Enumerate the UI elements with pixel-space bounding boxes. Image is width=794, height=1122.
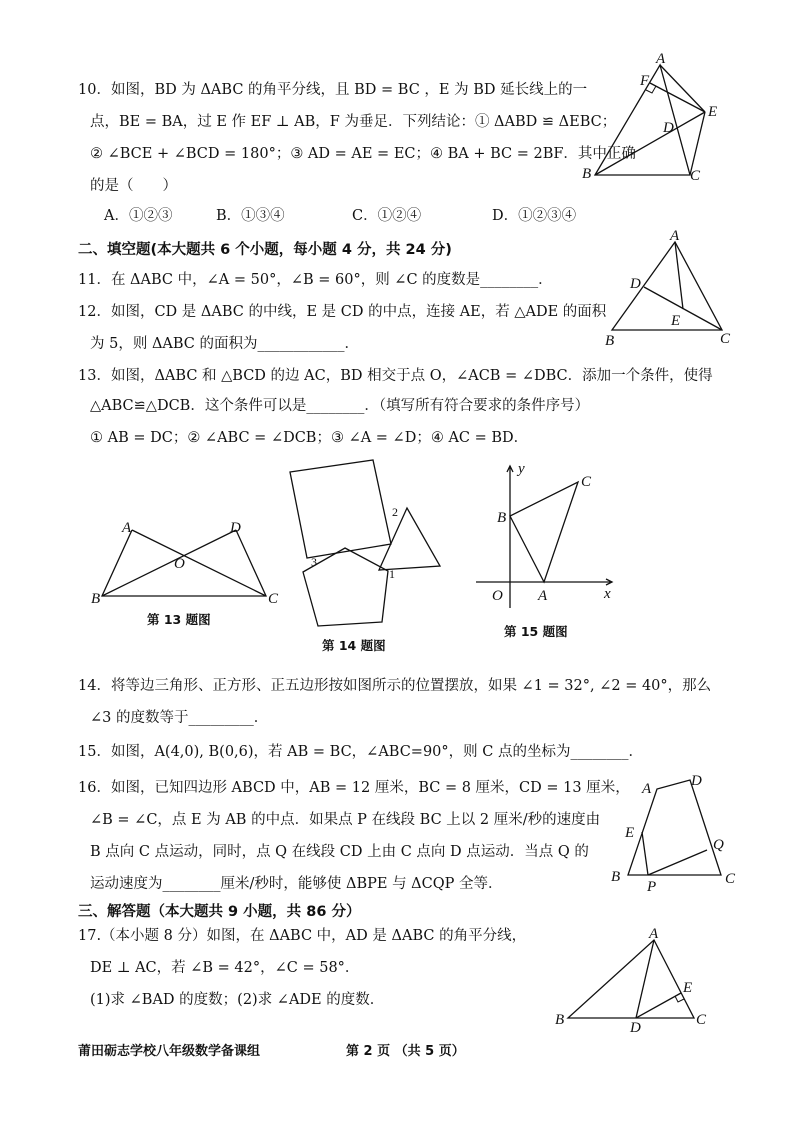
q12-line2: 为 5，则 ΔABC 的面积为____________． [90,336,360,352]
q17-perpendicular-de [636,993,681,1018]
q15-label-b: B [497,510,507,526]
q14-angle-label-1: 1 [389,567,395,581]
q15-label-x: x [604,586,611,602]
q10-segment-fe [650,83,705,112]
q10-line3: ② ∠BCE + ∠BCD = 180°；③ AD = AE = EC；④ BA + BC = 2BF．其中正确 [90,146,636,162]
q10-option-a: A．①②③ [104,208,173,224]
q16-line4: 运动速度为________厘米/秒时，能够使 ΔBPE 与 ΔCQP 全等． [90,876,503,892]
q10-label-e: E [708,104,718,120]
q16-label-e: E [625,825,635,841]
q12-segment-ae [675,242,683,309]
q14-line1: 14．将等边三角形、正方形、正五边形按如图所示的位置摆放，如果 ∠1 = 32°, ∠2 = 40°，那么 [78,678,712,694]
q16-label-d: D [691,773,702,789]
q17-figure [552,926,712,1036]
q16-label-b: B [611,869,621,885]
q15-label-a: A [538,588,548,604]
q13-diagonal-ac [132,530,266,596]
q15-label-y: y [518,461,525,477]
q13-label-d: D [230,520,241,536]
q11-text: 11．在 ΔABC 中，∠A = 50°，∠B = 60°，则 ∠C 的度数是________． [78,272,553,288]
q17-line1: 17.（本小题 8 分）如图，在 ΔABC 中，AD 是 ΔABC 的角平分线， [78,928,527,944]
q17-line2: DE ⊥ AC，若 ∠B = 42°，∠C = 58°． [90,960,360,976]
q17-bisector-ad [636,940,654,1018]
q10-option-d: D．①②③④ [492,208,577,224]
q13-caption: 第 13 题图 [147,612,211,627]
q10-line2: 点，BE = BA，过 E 作 EF ⊥ AB，F 为垂足．下列结论：① ΔABD ≌ ΔEBC； [90,114,617,130]
q17-label-e: E [683,980,693,996]
q12-label-e: E [671,313,681,329]
q17-triangle [568,940,694,1018]
q10-segment-be [595,112,705,175]
q10-figure [580,50,730,190]
q16-label-p: P [647,879,657,895]
q13-line1: 13．如图，ΔABC 和 △BCD 的边 AC，BD 相交于点 O，∠ACB = ∠DBC．添加一个条件，使得 [78,368,713,384]
q12-figure [600,230,740,348]
q17-label-d: D [630,1020,641,1036]
q17-line3: (1)求 ∠BAD 的度数；(2)求 ∠ADE 的度数． [90,992,385,1008]
q10-label-c: C [690,168,701,184]
q16-segment-ep [642,832,648,875]
q12-triangle [612,242,722,330]
q15-caption: 第 15 题图 [504,624,568,639]
q16-line1: 16．如图，已知四边形 ABCD 中，AB = 12 厘米，BC = 8 厘米，CD = 13 厘米， [78,780,630,796]
q14-figure [285,460,455,640]
q14-line2: ∠3 的度数等于_________． [90,710,269,726]
footer-school: 莆田砺志学校八年级数学备课组 [78,1044,261,1059]
q16-label-a: A [642,781,652,797]
q10-label-a: A [656,51,666,67]
q13-diagonal-bd [102,530,236,596]
q15-label-c: C [581,474,592,490]
q14-square [290,460,391,558]
q16-figure [605,765,745,895]
q14-angle-label-2: 2 [392,505,398,519]
q10-label-d: D [663,120,674,136]
section-3-heading: 三、解答题（本大题共 9 小题，共 86 分） [78,904,361,920]
q15-triangle [510,482,578,582]
q13-label-a: A [122,520,132,536]
q10-label-b: B [582,166,592,182]
q10-option-c: C．①②④ [352,208,422,224]
q10-segment-ec [690,112,705,175]
q13-line2: △ABC≌△DCB．这个条件可以是________．（填写所有符合要求的条件序号） [90,398,590,414]
q17-label-a: A [649,926,659,942]
q16-segment-pq [648,850,707,875]
q15-figure [468,462,628,612]
q13-line3: ① AB = DC；② ∠ABC = ∠DCB；③ ∠A = ∠D；④ AC = BD． [90,430,529,446]
q16-label-q: Q [713,837,724,853]
q13-label-c: C [268,591,279,607]
q10-line1: 10．如图，BD 为 ΔABC 的角平分线，且 BD = BC ，E 为 BD 延长线上的一 [78,82,588,98]
q12-label-b: B [605,333,615,349]
q15-text: 15．如图，A(4,0), B(0,6)，若 AB = BC，∠ABC=90°，则 C 点的坐标为________． [78,744,643,760]
q16-label-c: C [725,871,736,887]
q12-label-c: C [720,331,731,347]
q14-caption: 第 14 题图 [322,638,386,653]
q17-label-b: B [555,1012,565,1028]
q13-label-o: O [174,556,185,572]
q12-label-a: A [670,228,680,244]
q17-label-c: C [696,1012,707,1028]
q13-figure [88,518,288,610]
q12-line1: 12．如图，CD 是 ΔABC 的中线，E 是 CD 的中点，连接 AE，若 △ADE 的面积 [78,304,607,320]
q10-option-b: B．①③④ [216,208,285,224]
q14-triangle [379,508,440,570]
q16-line2: ∠B = ∠C，点 E 为 AB 的中点．如果点 P 在线段 BC 上以 2 厘米/秒的速度由 [90,812,601,828]
q15-label-o: O [492,588,503,604]
q13-label-b: B [91,591,101,607]
q16-line3: B 点向 C 点运动，同时，点 Q 在线段 CD 上由 C 点向 D 点运动．当点 Q 的 [90,844,589,860]
q14-angle-label-3: 3 [311,555,317,569]
q10-label-f: F [640,73,650,89]
q12-label-d: D [630,276,641,292]
footer-page-number: 第 2 页 （共 5 页） [346,1044,465,1059]
q10-line4: 的是（ ） [90,178,177,194]
section-2-heading: 二、填空题(本大题共 6 个小题，每小题 4 分，共 24 分) [78,242,452,258]
